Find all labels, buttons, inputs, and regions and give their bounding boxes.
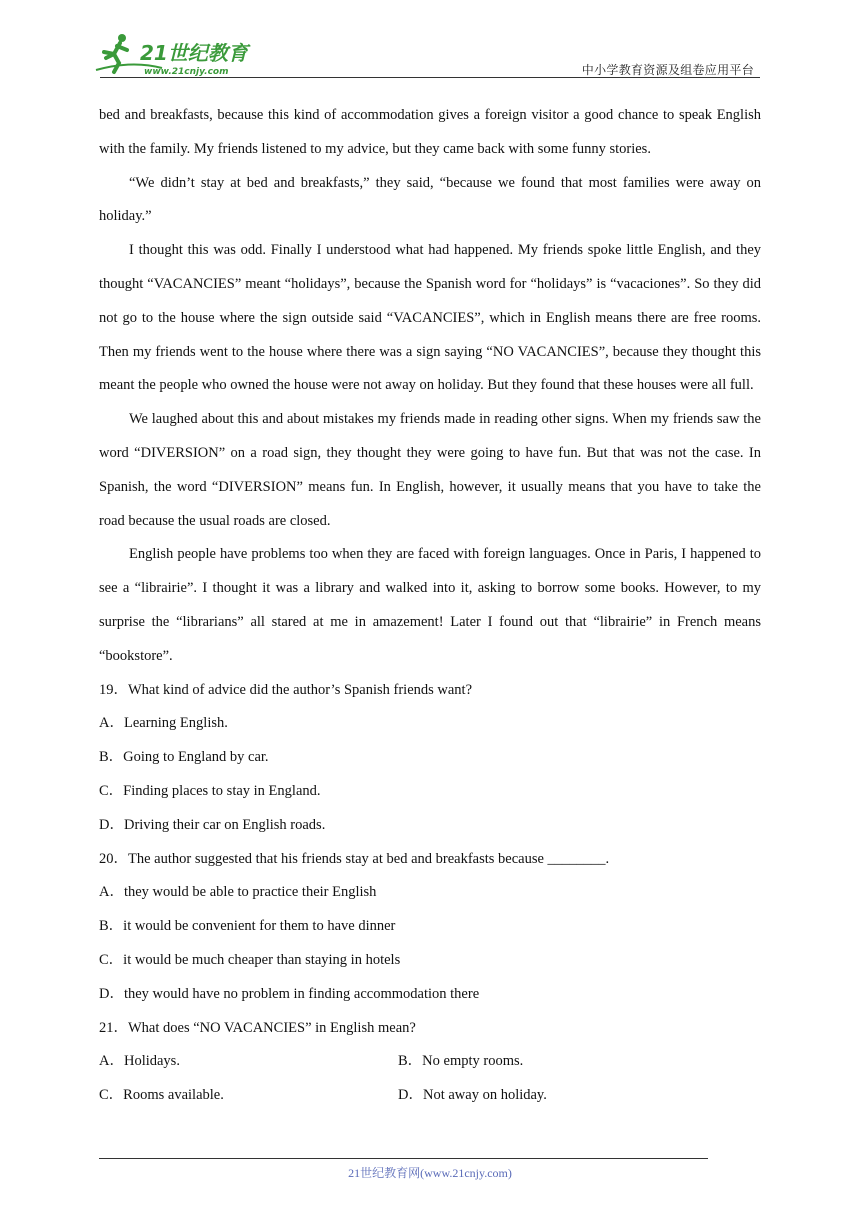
question-20-stem: 20．The author suggested that his friends stay at bed and breakfasts because ________. (99, 850, 610, 867)
document-body (99, 99, 761, 1113)
question-20-option-d: D．they would have no problem in finding accommodation there (99, 985, 480, 1002)
passage-paragraph: I thought this was odd. Finally I understood what had happened. My friends spoke little English, and they thought “VACANCIES” meant “holidays”, because the Spanish word for “holidays” is “vacaciones”. So they did not go to the house where the sign outside said “VACANCIES”, which in English means there are free rooms. Then my friends went to the house where there was a sign saying “NO VACANCIES”, because they thought this meant the people who owned the house were not away on holiday. But they found that these houses were all full. (99, 242, 761, 394)
footer-divider (99, 1158, 708, 1159)
question-19-option-a: A．Learning English. (99, 715, 228, 732)
question-20-option-c: C．it would be much cheaper than staying in hotels (99, 951, 401, 968)
question-19-option-c: C．Finding places to stay in England. (99, 782, 321, 799)
question-21-option-c: C．Rooms available. (99, 1087, 224, 1104)
question-21-options-row (99, 1045, 761, 1079)
passage-paragraph: English people have problems too when they are faced with foreign languages. Once in Paris, I happened to see a “librairie”. I thought it was a library and walked into it, asking to borrow some books. However, to my surprise the “librarians” all stared at me in amazement! Later I found out that “librairie” in French means “bookstore”. (99, 546, 761, 664)
header-divider (100, 77, 760, 78)
question-21-option-d: D．Not away on holiday. (398, 1087, 547, 1104)
question-21-stem: 21．What does “NO VACANCIES” in English mean? (99, 1019, 416, 1036)
question-20-option-b: B．it would be convenient for them to have dinner (99, 918, 396, 935)
question-20-option-a: A．they would be able to practice their English (99, 884, 377, 901)
question-21-options-row (99, 1079, 761, 1113)
svg-text:www.21cnjy.com: www.21cnjy.com (144, 67, 229, 77)
question-21-option-a: A．Holidays. (99, 1053, 180, 1070)
passage-paragraph: We laughed about this and about mistakes my friends made in reading other signs. When my friends saw the word “DIVERSION” on a road sign, they thought they were going to have fun. But that was not the case. In Spanish, the word “DIVERSION” means fun. In English, however, it usually means that you have to take the road because the usual roads are closed. (99, 411, 761, 529)
question-21-option-b: B．No empty rooms. (398, 1053, 524, 1070)
site-logo (92, 30, 262, 78)
page-header (92, 30, 760, 78)
passage-paragraph: “We didn’t stay at bed and breakfasts,” they said, “because we found that most families were away on holiday.” (99, 174, 761, 225)
page-footer: 21世纪教育网(www.21cnjy.com) (348, 1166, 512, 1180)
passage-paragraph: bed and breakfasts, because this kind of accommodation gives a foreign visitor a good chance to speak English with the family. My friends listened to my advice, but they came back with some funny stories. (99, 107, 761, 157)
header-platform-name: 中小学教育资源及组卷应用平台 (581, 63, 754, 77)
svg-text:21世纪教育: 21世纪教育 (140, 41, 248, 65)
question-19-option-d: D．Driving their car on English roads. (99, 816, 326, 833)
question-19-option-b: B．Going to England by car. (99, 749, 269, 766)
question-19-stem: 19．What kind of advice did the author’s Spanish friends want? (99, 681, 473, 698)
